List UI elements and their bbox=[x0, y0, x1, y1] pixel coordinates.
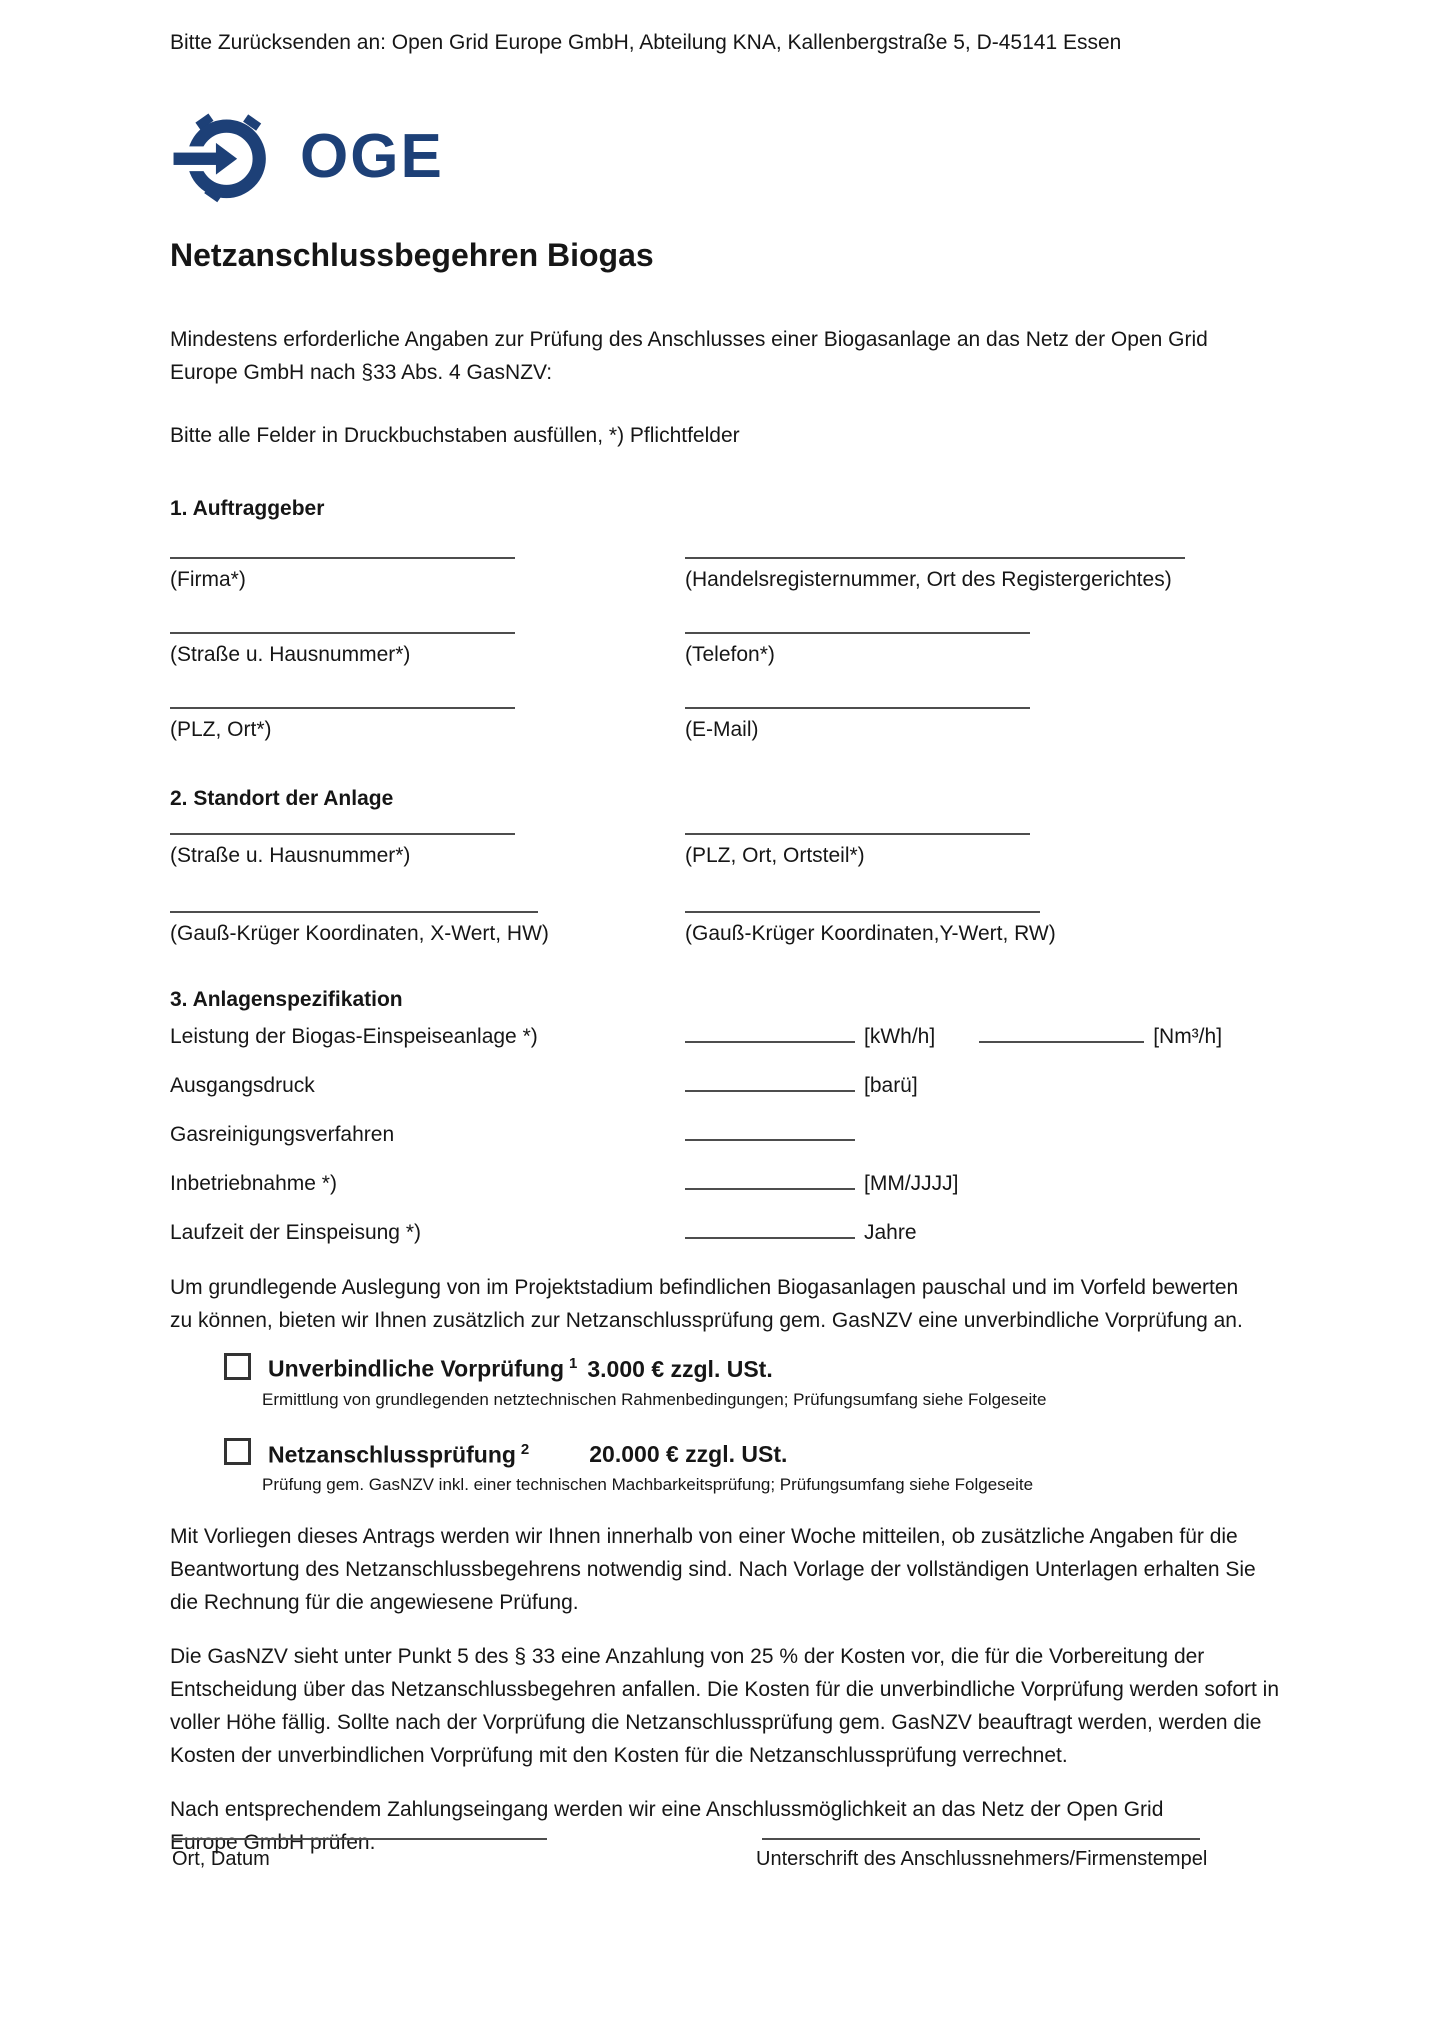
input-line-firma bbox=[170, 557, 515, 559]
input-line-leistung-nm3 bbox=[979, 1037, 1144, 1043]
option-vorpruefung-text: Unverbindliche Vorprüfung bbox=[268, 1355, 565, 1382]
field-label-telefon: (Telefon*) bbox=[685, 643, 775, 666]
input-line-koordinaten-y bbox=[685, 911, 1040, 913]
spec-label-laufzeit: Laufzeit der Einspeisung *) bbox=[170, 1221, 421, 1244]
field-label-handelsregisternummer: (Handelsregisternummer, Ort des Registergerichtes) bbox=[685, 568, 1172, 591]
field-label-plz-ort: (PLZ, Ort*) bbox=[170, 718, 272, 741]
input-line-handelsregisternummer bbox=[685, 557, 1185, 559]
field-label-koordinaten-x: (Gauß-Krüger Koordinaten, X-Wert, HW) bbox=[170, 922, 549, 945]
option-netzanschlusspruefung-text: Netzanschlussprüfung bbox=[268, 1441, 516, 1468]
option-netzanschlusspruefung-label bbox=[268, 1435, 787, 1470]
input-line-plz-ort bbox=[170, 707, 515, 709]
section-1-heading: 1. Auftraggeber bbox=[170, 497, 325, 520]
intro-paragraph: Mindestens erforderliche Angaben zur Prüfung des Anschlusses einer Biogasanlage an das Netz der Open Grid Europe GmbH nach §33 Abs. 4 GasNZV: bbox=[170, 328, 1208, 384]
oge-logo-text: OGE bbox=[300, 122, 444, 191]
input-line-strasse bbox=[170, 632, 515, 634]
return-address-line: Bitte Zurücksenden an: Open Grid Europe GmbH, Abteilung KNA, Kallenbergstraße 5, D-45141 Essen bbox=[170, 31, 1122, 54]
unit-nm3: [Nm³/h] bbox=[1153, 1025, 1223, 1048]
paragraph-zahlungseingang: Nach entsprechendem Zahlungseingang werden wir eine Anschlussmöglichkeit an das Netz der Open Grid Europe GmbH prüfen. bbox=[170, 1798, 1164, 1855]
spec-row-ausgangsdruck bbox=[170, 1069, 1295, 1102]
field-label-email: (E-Mail) bbox=[685, 718, 759, 741]
signature-line-ort-datum bbox=[172, 1838, 547, 1840]
field-label-strasse: (Straße u. Hausnummer*) bbox=[170, 643, 411, 666]
oge-logo bbox=[170, 105, 1295, 209]
spec-row-leistung bbox=[170, 1020, 1295, 1053]
option-vorpruefung-label bbox=[268, 1349, 773, 1384]
input-line-gasreinigungsverfahren bbox=[685, 1135, 855, 1141]
input-line-leistung-kwh bbox=[685, 1037, 855, 1043]
spec-label-gasreinigung: Gasreinigungsverfahren bbox=[170, 1123, 395, 1146]
section-3-heading: 3. Anlagenspezifikation bbox=[170, 988, 403, 1011]
form-row-strasse-telefon bbox=[170, 632, 1295, 668]
input-line-email bbox=[685, 707, 1030, 709]
field-label-firma: (Firma*) bbox=[170, 568, 246, 591]
unit-jahre: Jahre bbox=[864, 1221, 917, 1244]
paragraph-anzahlung: Die GasNZV sieht unter Punkt 5 des § 33 eine Anzahlung von 25 % der Kosten vor, die für die Vorbereitung der Entscheidung über das Netzanschlussbegehren anfallen. Die Kosten für die unverbindliche Vorprüfung werden sofort in voller Höhe fällig. Sollte nach der Vorprüfung die Netzanschlussprüfung gem. GasNZV beauftragt werden, werden die Kosten der unverbindlichen Vorprüfung mit den Kosten für die Netzanschlussprüfung verrechnet. bbox=[170, 1645, 1280, 1768]
section-2-heading: 2. Standort der Anlage bbox=[170, 787, 394, 810]
spec-row-gasreinigung bbox=[170, 1118, 1295, 1151]
input-line-anlage-plz-ort-ortsteil bbox=[685, 833, 1030, 835]
input-line-koordinaten-x bbox=[170, 911, 538, 913]
input-line-ausgangsdruck bbox=[685, 1086, 855, 1092]
signature-label-unterschrift: Unterschrift des Anschlussnehmers/Firmenstempel bbox=[756, 1848, 1208, 1870]
spec-label-ausgangsdruck: Ausgangsdruck bbox=[170, 1074, 315, 1097]
option-netzanschlusspruefung-price: 20.000 € zzgl. USt. bbox=[589, 1441, 788, 1468]
form-row-anlage-adresse bbox=[170, 833, 1295, 869]
oge-logo-icon bbox=[170, 104, 276, 210]
form-row-koordinaten bbox=[170, 911, 1295, 947]
checkbox-vorpruefung[interactable] bbox=[224, 1353, 251, 1380]
field-label-anlage-strasse: (Straße u. Hausnummer*) bbox=[170, 844, 411, 867]
option-vorpruefung-description: Ermittlung von grundlegenden netztechnischen Rahmenbedingungen; Prüfungsumfang siehe Folgeseite bbox=[262, 1389, 1047, 1409]
signature-label-ort-datum: Ort, Datum bbox=[172, 1848, 270, 1870]
option-netzanschlusspruefung-description: Prüfung gem. GasNZV inkl. einer technischen Machbarkeitsprüfung; Prüfungsumfang siehe Folgeseite bbox=[262, 1475, 1034, 1495]
input-line-inbetriebnahme bbox=[685, 1184, 855, 1190]
paragraph-antrag: Mit Vorliegen dieses Antrags werden wir Ihnen innerhalb von einer Woche mitteilen, ob zusätzliche Angaben für die Beantwortung des Netzanschlussbegehrens notwendig sind. Nach Vorlage der vollständigen Unterlagen erhalten Sie die Rechnung für die angewiesene Prüfung. bbox=[170, 1525, 1256, 1615]
form-row-plz-email bbox=[170, 707, 1295, 743]
input-line-anlage-strasse bbox=[170, 833, 515, 835]
spec-row-laufzeit bbox=[170, 1216, 1295, 1249]
spec-label-inbetriebnahme: Inbetriebnahme *) bbox=[170, 1172, 337, 1195]
spec-row-inbetriebnahme bbox=[170, 1167, 1295, 1200]
page-title: Netzanschlussbegehren Biogas bbox=[170, 237, 654, 273]
footnote-marker-1: 1 bbox=[569, 1355, 578, 1372]
offer-intro-paragraph: Um grundlegende Auslegung von im Projektstadium befindlichen Biogasanlagen pauschal und im Vorfeld bewerten zu können, bieten wir Ihnen zusätzlich zur Netzanschlussprüfung gem. GasNZV eine unverbindliche Vorprüfung an. bbox=[170, 1276, 1243, 1332]
option-vorpruefung bbox=[224, 1349, 1295, 1384]
checkbox-netzanschlusspruefung[interactable] bbox=[224, 1438, 251, 1465]
unit-kwh: [kWh/h] bbox=[864, 1025, 936, 1048]
form-row-firma bbox=[170, 557, 1295, 593]
field-label-anlage-plz-ort-ortsteil: (PLZ, Ort, Ortsteil*) bbox=[685, 844, 865, 867]
input-line-telefon bbox=[685, 632, 1030, 634]
input-line-laufzeit bbox=[685, 1233, 855, 1239]
field-label-koordinaten-y: (Gauß-Krüger Koordinaten,Y-Wert, RW) bbox=[685, 922, 1056, 945]
fill-instructions: Bitte alle Felder in Druckbuchstaben ausfüllen, *) Pflichtfelder bbox=[170, 424, 740, 447]
spec-label-leistung: Leistung der Biogas-Einspeiseanlage *) bbox=[170, 1025, 538, 1048]
option-vorpruefung-price: 3.000 € zzgl. USt. bbox=[587, 1355, 773, 1382]
unit-mm-jjjj: [MM/JJJJ] bbox=[864, 1172, 959, 1195]
unit-baru: [barü] bbox=[864, 1074, 918, 1097]
signature-line-unterschrift bbox=[762, 1838, 1200, 1840]
footnote-marker-2: 2 bbox=[520, 1440, 530, 1458]
option-netzanschlusspruefung bbox=[224, 1435, 1295, 1470]
